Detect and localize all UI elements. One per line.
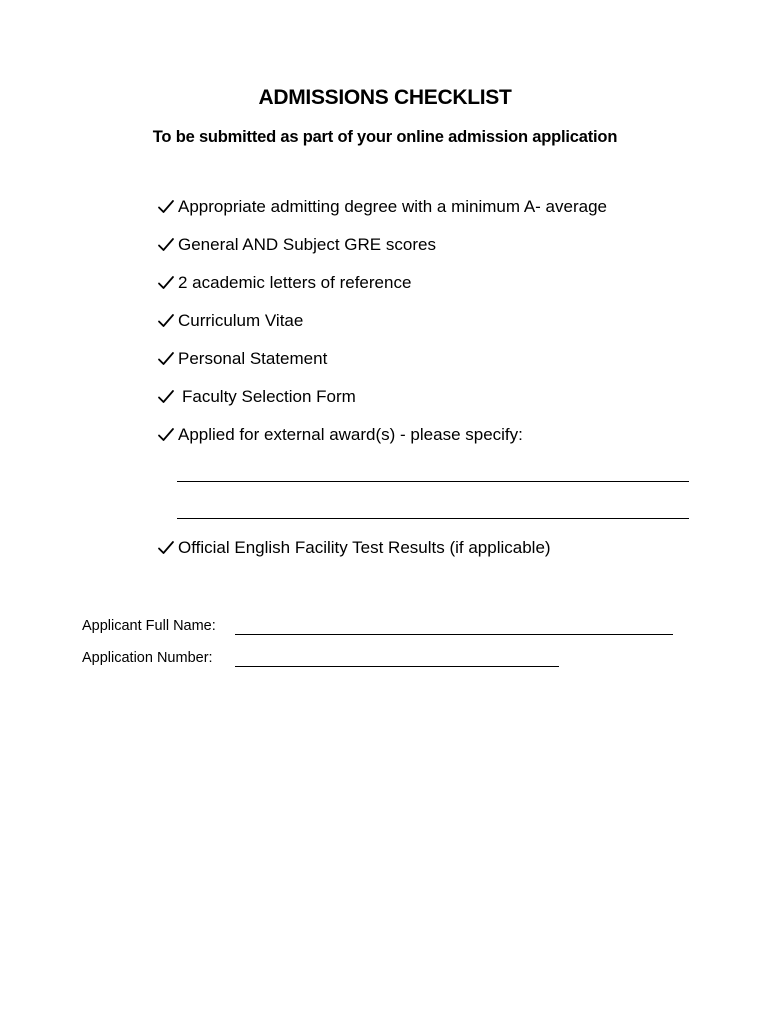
checklist-item (156, 536, 551, 560)
checklist-item-label: Appropriate admitting degree with a minimum A- average (178, 197, 607, 216)
check-icon (156, 349, 176, 369)
checklist-item (156, 271, 411, 295)
checklist-item (156, 347, 327, 371)
checklist-item-label: Personal Statement (178, 349, 328, 368)
checklist-item-label: Curriculum Vitae (178, 311, 304, 330)
applicant-name-field[interactable] (235, 634, 673, 635)
application-number-label: Application Number: (82, 650, 213, 666)
checklist-item (156, 195, 607, 219)
check-icon (156, 425, 176, 445)
check-icon (156, 538, 176, 558)
award-specify-line[interactable] (177, 481, 689, 482)
checklist-item (156, 309, 303, 333)
check-icon (156, 387, 176, 407)
check-icon (156, 197, 176, 217)
check-icon (156, 311, 176, 331)
checklist-item-label: Official English Facility Test Results (if applicable) (178, 538, 551, 557)
applicant-name-label: Applicant Full Name: (82, 618, 216, 634)
checklist-item-label: 2 academic letters of reference (178, 273, 412, 292)
check-icon (156, 235, 176, 255)
page-subtitle: To be submitted as part of your online admission application (152, 128, 618, 146)
check-icon (156, 273, 176, 293)
checklist-item-label: Faculty Selection Form (182, 387, 356, 406)
checklist-item (156, 385, 356, 409)
page-title: ADMISSIONS CHECKLIST (258, 86, 512, 109)
checklist-item-label: Applied for external award(s) - please specify: (178, 425, 523, 444)
application-number-field[interactable] (235, 666, 559, 667)
checklist-item-label: General AND Subject GRE scores (178, 235, 436, 254)
award-specify-line[interactable] (177, 518, 689, 519)
checklist-item (156, 233, 436, 257)
checklist-item (156, 423, 523, 447)
